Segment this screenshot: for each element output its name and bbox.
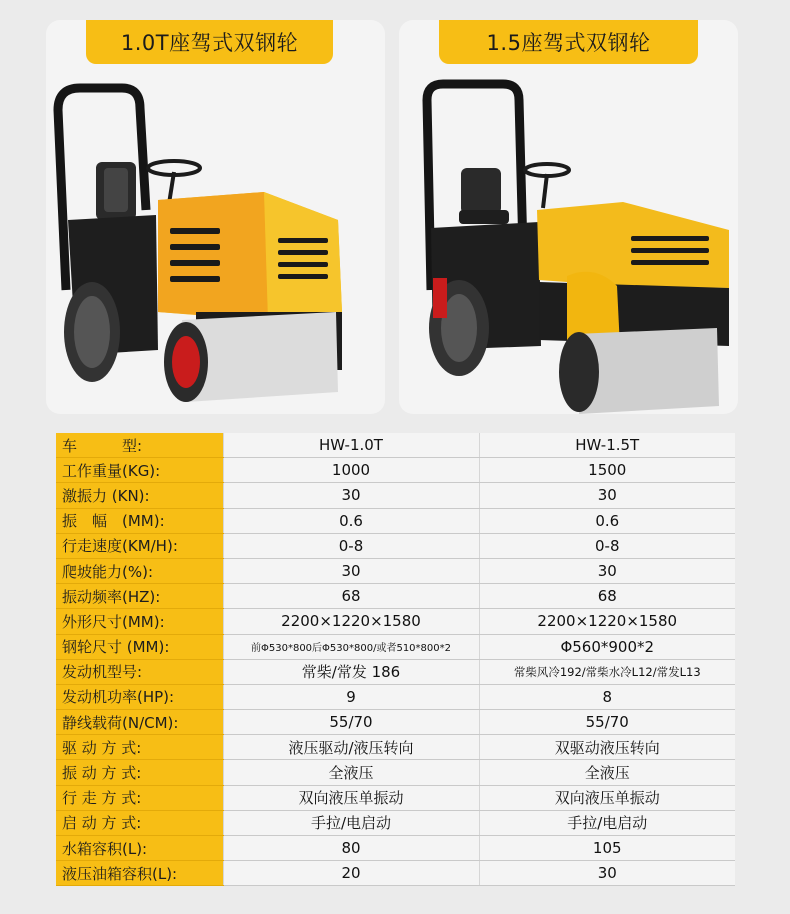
table-row (56, 483, 735, 508)
cell-value: 0-8 (223, 533, 479, 558)
cell-value: 0-8 (479, 533, 735, 558)
cell-value: 68 (479, 584, 735, 609)
product-card-1 (46, 20, 385, 414)
cell-value: 双向液压单振动 (223, 785, 479, 810)
cell-value: 30 (223, 483, 479, 508)
row-label: 液压油箱容积(L): (56, 861, 223, 886)
cell-value: 0.6 (479, 508, 735, 533)
table-row (56, 659, 735, 684)
cell-value: 手拉/电启动 (479, 810, 735, 835)
cell-value: 68 (223, 584, 479, 609)
table-row (56, 710, 735, 735)
cell-value: 30 (479, 558, 735, 583)
table-row (56, 609, 735, 634)
cell-value: 全液压 (223, 760, 479, 785)
row-label: 发动机型号: (56, 659, 223, 684)
table-row (56, 433, 735, 458)
cell-value: 9 (223, 684, 479, 709)
row-label: 激振力 (KN): (56, 483, 223, 508)
row-label: 振动频率(HZ): (56, 584, 223, 609)
row-label: 行 走 方 式: (56, 785, 223, 810)
table-row (56, 735, 735, 760)
roller-image-1 (46, 50, 385, 414)
row-label: 外形尺寸(MM): (56, 609, 223, 634)
cell-value: 55/70 (479, 710, 735, 735)
cell-value: 2200×1220×1580 (223, 609, 479, 634)
cell-value: 1000 (223, 458, 479, 483)
table-row (56, 533, 735, 558)
cell-value: Φ560*900*2 (479, 634, 735, 659)
cell-value: 20 (223, 861, 479, 886)
product-card-2 (399, 20, 738, 414)
cell-value: 液压驱动/液压转向 (223, 735, 479, 760)
table-row (56, 836, 735, 861)
row-label: 行走速度(KM/H): (56, 533, 223, 558)
table-row (56, 760, 735, 785)
product-title-1: 1.0T座驾式双钢轮 (86, 20, 333, 64)
cell-value: 前Φ530*800后Φ530*800/或者510*800*2 (223, 634, 479, 659)
cell-model-1: HW-1.0T (223, 433, 479, 458)
cell-value: 常柴/常发 186 (223, 659, 479, 684)
spec-table (56, 433, 735, 886)
row-label: 振 动 方 式: (56, 760, 223, 785)
cell-value: 全液压 (479, 760, 735, 785)
cell-value: 80 (223, 836, 479, 861)
table-row (56, 558, 735, 583)
cell-value: 8 (479, 684, 735, 709)
cell-value: 常柴风冷192/常柴水冷L12/常发L13 (479, 659, 735, 684)
table-row (56, 684, 735, 709)
row-label: 启 动 方 式: (56, 810, 223, 835)
roller-image-2 (399, 50, 738, 414)
row-label: 发动机功率(HP): (56, 684, 223, 709)
cell-value: 1500 (479, 458, 735, 483)
row-label: 驱 动 方 式: (56, 735, 223, 760)
cell-value: 30 (479, 483, 735, 508)
row-label: 水箱容积(L): (56, 836, 223, 861)
row-label: 振 幅 (MM): (56, 508, 223, 533)
table-row (56, 508, 735, 533)
row-label: 钢轮尺寸 (MM): (56, 634, 223, 659)
table-row (56, 634, 735, 659)
row-label: 爬坡能力(%): (56, 558, 223, 583)
cell-value: 30 (223, 558, 479, 583)
cell-value: 双驱动液压转向 (479, 735, 735, 760)
table-row (56, 584, 735, 609)
product-title-2: 1.5座驾式双钢轮 (439, 20, 698, 64)
table-row (56, 458, 735, 483)
cell-model-2: HW-1.5T (479, 433, 735, 458)
cell-value: 0.6 (223, 508, 479, 533)
cell-value: 2200×1220×1580 (479, 609, 735, 634)
cell-value: 30 (479, 861, 735, 886)
row-label: 静线载荷(N/CM): (56, 710, 223, 735)
table-row (56, 785, 735, 810)
cell-value: 双向液压单振动 (479, 785, 735, 810)
row-label: 工作重量(KG): (56, 458, 223, 483)
cell-value: 105 (479, 836, 735, 861)
table-row (56, 861, 735, 886)
row-label: 车 型: (56, 433, 223, 458)
cell-value: 手拉/电启动 (223, 810, 479, 835)
table-row (56, 810, 735, 835)
cell-value: 55/70 (223, 710, 479, 735)
